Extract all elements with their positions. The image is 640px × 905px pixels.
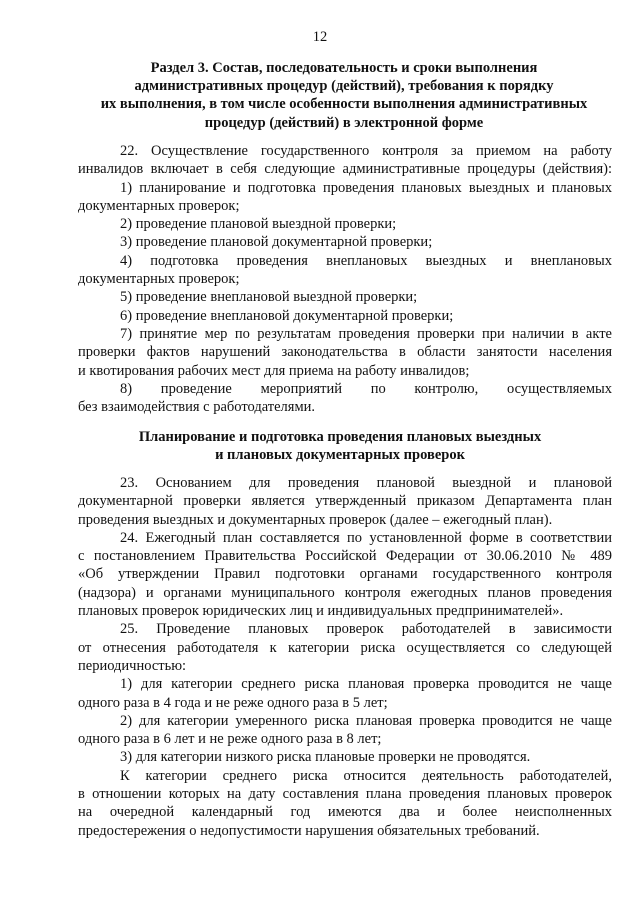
page-number: 12 bbox=[312, 29, 328, 45]
paragraph-block-planning bbox=[78, 474, 612, 840]
paragraph-block-procedures bbox=[78, 142, 612, 416]
text-line: 1) планирование и подготовка проведения плановых выездных и плановых bbox=[120, 179, 612, 196]
text-line: 23. Основанием для проведения плановой выездной и плановой bbox=[120, 475, 612, 491]
text-line: 24. Ежегодный план составляется по установленной форме в соответствии bbox=[120, 529, 612, 546]
text-line: 7) принятие мер по результатам проведения проверки при наличии в акте bbox=[120, 325, 612, 342]
section-heading-line: процедур (действий) в электронной форме bbox=[204, 114, 484, 131]
text-line: документарных проверок; bbox=[78, 197, 240, 214]
text-line: на очередной календарный год имеются два и более неисполненных bbox=[78, 804, 612, 821]
text-line: в отношении которых на дату составления плана проведения плановых проверок bbox=[78, 786, 612, 803]
section-heading-line: их выполнения, в том числе особенности выполнения административных bbox=[100, 96, 588, 113]
text-line: проведения выездных и документарных проверок (далее – ежегодный план). bbox=[78, 511, 553, 528]
text-line: и квотирования рабочих мест для приема на работу инвалидов; bbox=[78, 362, 470, 379]
text-line: инвалидов включает в себя следующие административные процедуры (действия): bbox=[78, 161, 612, 178]
text-line: от отнесения работодателя к категории риска осуществляется со следующей bbox=[78, 639, 612, 656]
text-line: 2) проведение плановой выездной проверки; bbox=[120, 216, 397, 233]
text-line: с постановлением Правительства Российской Федерации от 30.06.2010 № 489 bbox=[78, 548, 612, 565]
section-heading-line: административных процедур (действий), требования к порядку bbox=[134, 78, 554, 95]
text-line: одного раза в 4 года и не реже одного раза в 5 лет; bbox=[78, 694, 388, 711]
text-line: одного раза в 6 лет и не реже одного раза в 8 лет; bbox=[78, 731, 382, 748]
text-line: 2) для категории умеренного риска плановая проверка проводится не чаще bbox=[120, 712, 612, 729]
text-line: К категории среднего риска относится деятельность работодателей, bbox=[120, 767, 612, 784]
section-heading-line: Раздел 3. Состав, последовательность и сроки выполнения bbox=[150, 60, 538, 76]
section-heading bbox=[78, 59, 610, 132]
text-line: 22. Осуществление государственного контроля за приемом на работу bbox=[120, 143, 612, 159]
text-line: 1) для категории среднего риска плановая проверка проводится не чаще bbox=[120, 676, 612, 693]
text-line: периодичностью: bbox=[78, 657, 187, 674]
text-line: документарной проверки является утвержденный приказом Департамента план bbox=[78, 493, 612, 510]
subsection-heading-line: и плановых документарных проверок bbox=[215, 447, 465, 464]
text-line: 3) для категории низкого риска плановые проверки не проводятся. bbox=[120, 749, 531, 766]
text-line: плановых проверок юридических лиц и индивидуальных предпринимателей». bbox=[78, 603, 564, 620]
text-line: «Об утверждении Правил подготовки органами государственного контроля bbox=[78, 566, 612, 583]
subsection-heading bbox=[90, 428, 590, 464]
text-line: без взаимодействия с работодателями. bbox=[78, 399, 316, 416]
text-line: 6) проведение внеплановой документарной проверки; bbox=[120, 307, 454, 324]
text-line: 8) проведение мероприятий по контролю, осуществляемых bbox=[120, 380, 612, 397]
text-line: (надзора) и органами муниципального контроля ежегодных планов проведения bbox=[78, 584, 612, 601]
text-line: предостережения о недопустимости нарушения обязательных требований. bbox=[78, 822, 540, 839]
text-line: 5) проведение внеплановой выездной проверки; bbox=[120, 289, 418, 306]
text-line: документарных проверок; bbox=[78, 271, 240, 288]
text-line: 25. Проведение плановых проверок работодателей в зависимости bbox=[120, 621, 612, 638]
text-line: проверки фактов нарушений законодательства в области занятости населения bbox=[78, 344, 612, 361]
text-line: 3) проведение плановой документарной проверки; bbox=[120, 234, 433, 251]
text-line: 4) подготовка проведения внеплановых выездных и внеплановых bbox=[120, 252, 612, 269]
subsection-heading-line: Планирование и подготовка проведения плановых выездных bbox=[138, 429, 542, 445]
